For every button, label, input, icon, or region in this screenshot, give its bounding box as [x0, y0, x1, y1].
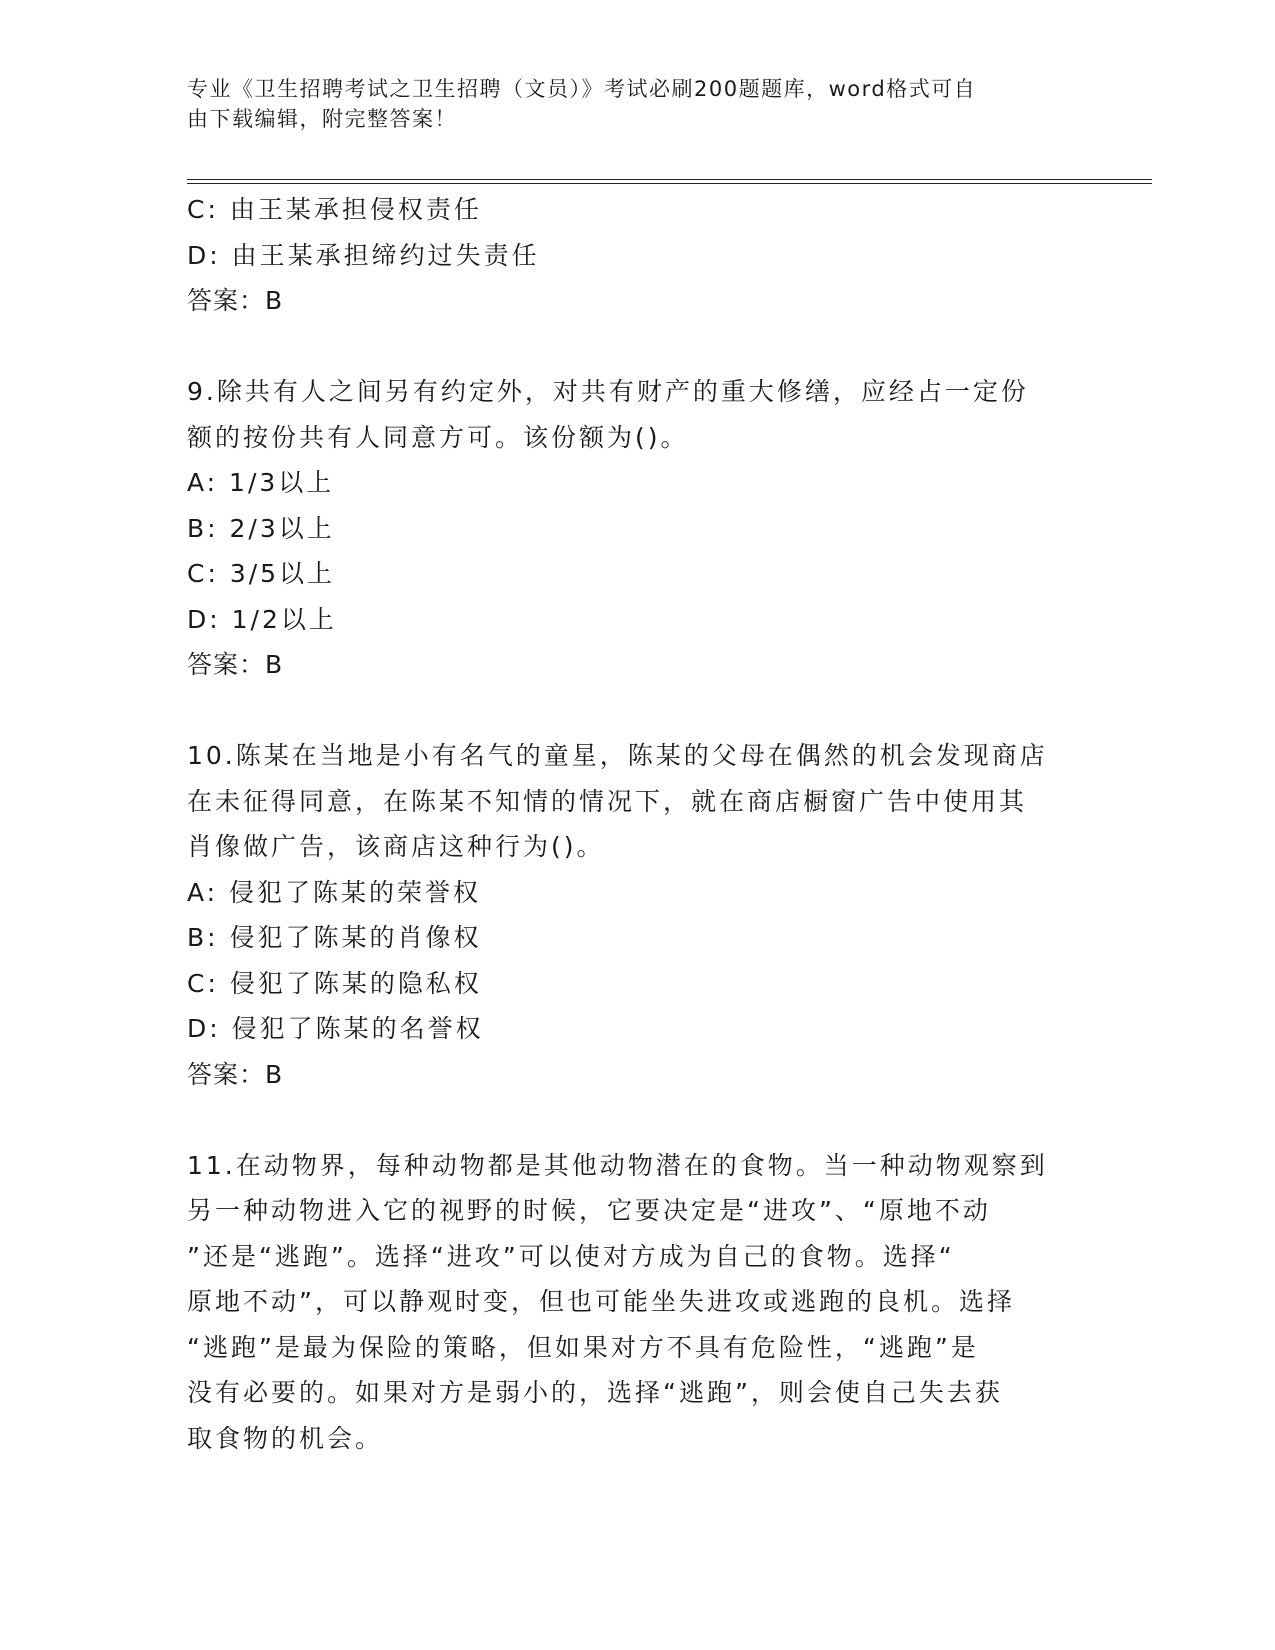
option-c: C: 侵犯了陈某的隐私权 [187, 968, 482, 998]
question-text-line: “逃跑”是最为保险的策略，但如果对方不具有危险性，“逃跑”是 [187, 1332, 979, 1362]
header-divider [187, 183, 1152, 184]
question-text-line: 额的按份共有人同意方可。该份额为()。 [187, 422, 689, 452]
spacer [187, 324, 1087, 370]
question-11 [187, 1143, 1087, 1462]
question-text-line: 肖像做广告，该商店这种行为()。 [187, 832, 605, 861]
question-text-line: 在未征得同意，在陈某不知情的情况下，就在商店橱窗广告中使用其 [187, 786, 1028, 816]
page-header [187, 74, 1067, 134]
question-text-line: ”还是“逃跑”。选择“进攻”可以使对方成为自己的食物。选择“ [187, 1241, 955, 1271]
answer-line: 答案：B [187, 650, 284, 679]
option-a: A: 1/3以上 [187, 468, 335, 497]
option-c: C: 3/5以上 [187, 559, 336, 588]
answer-line: 答案：B [187, 1059, 284, 1089]
question-text-line: 11.在动物界，每种动物都是其他动物潜在的食物。当一种动物观察到 [187, 1150, 1048, 1180]
question-text-line: 9.除共有人之间另有约定外，对共有财产的重大修缮，应经占一定份 [187, 377, 1029, 406]
option-c: C: 由王某承担侵权责任 [187, 195, 482, 224]
option-b: B: 2/3以上 [187, 513, 335, 543]
question-9 [187, 369, 1087, 460]
header-line: 由下载编辑，附完整答案！ [187, 107, 457, 131]
option-d: D: 1/2以上 [187, 604, 337, 634]
question-text-line: 10.陈某在当地是小有名气的童星，陈某的父母在偶然的机会发现商店 [187, 741, 1048, 770]
option-d: D: 侵犯了陈某的名誉权 [187, 1014, 484, 1043]
spacer [187, 688, 1087, 734]
question-text-line: 取食物的机会。 [187, 1423, 384, 1453]
question-text-line: 另一种动物进入它的视野的时候，它要决定是“进攻”、“原地不动 [187, 1196, 991, 1225]
header-line: 专业《卫生招聘考试之卫生招聘（文员）》考试必刷200题题库，word格式可自 [187, 77, 977, 101]
spacer [187, 1097, 1087, 1143]
answer-line: 答案：B [187, 286, 284, 315]
question-text-line: 没有必要的。如果对方是弱小的，选择“逃跑”，则会使自己失去获 [187, 1378, 1003, 1407]
option-d: D: 由王某承担缔约过失责任 [187, 240, 540, 270]
question-content [187, 187, 1087, 1461]
option-a: A: 侵犯了陈某的荣誉权 [187, 877, 482, 907]
header-divider [187, 179, 1152, 180]
option-b: B: 侵犯了陈某的肖像权 [187, 923, 482, 952]
question-10 [187, 733, 1087, 870]
question-text-line: 原地不动”，可以静观时变，但也可能坐失进攻或逃跑的良机。选择 [187, 1287, 1015, 1316]
